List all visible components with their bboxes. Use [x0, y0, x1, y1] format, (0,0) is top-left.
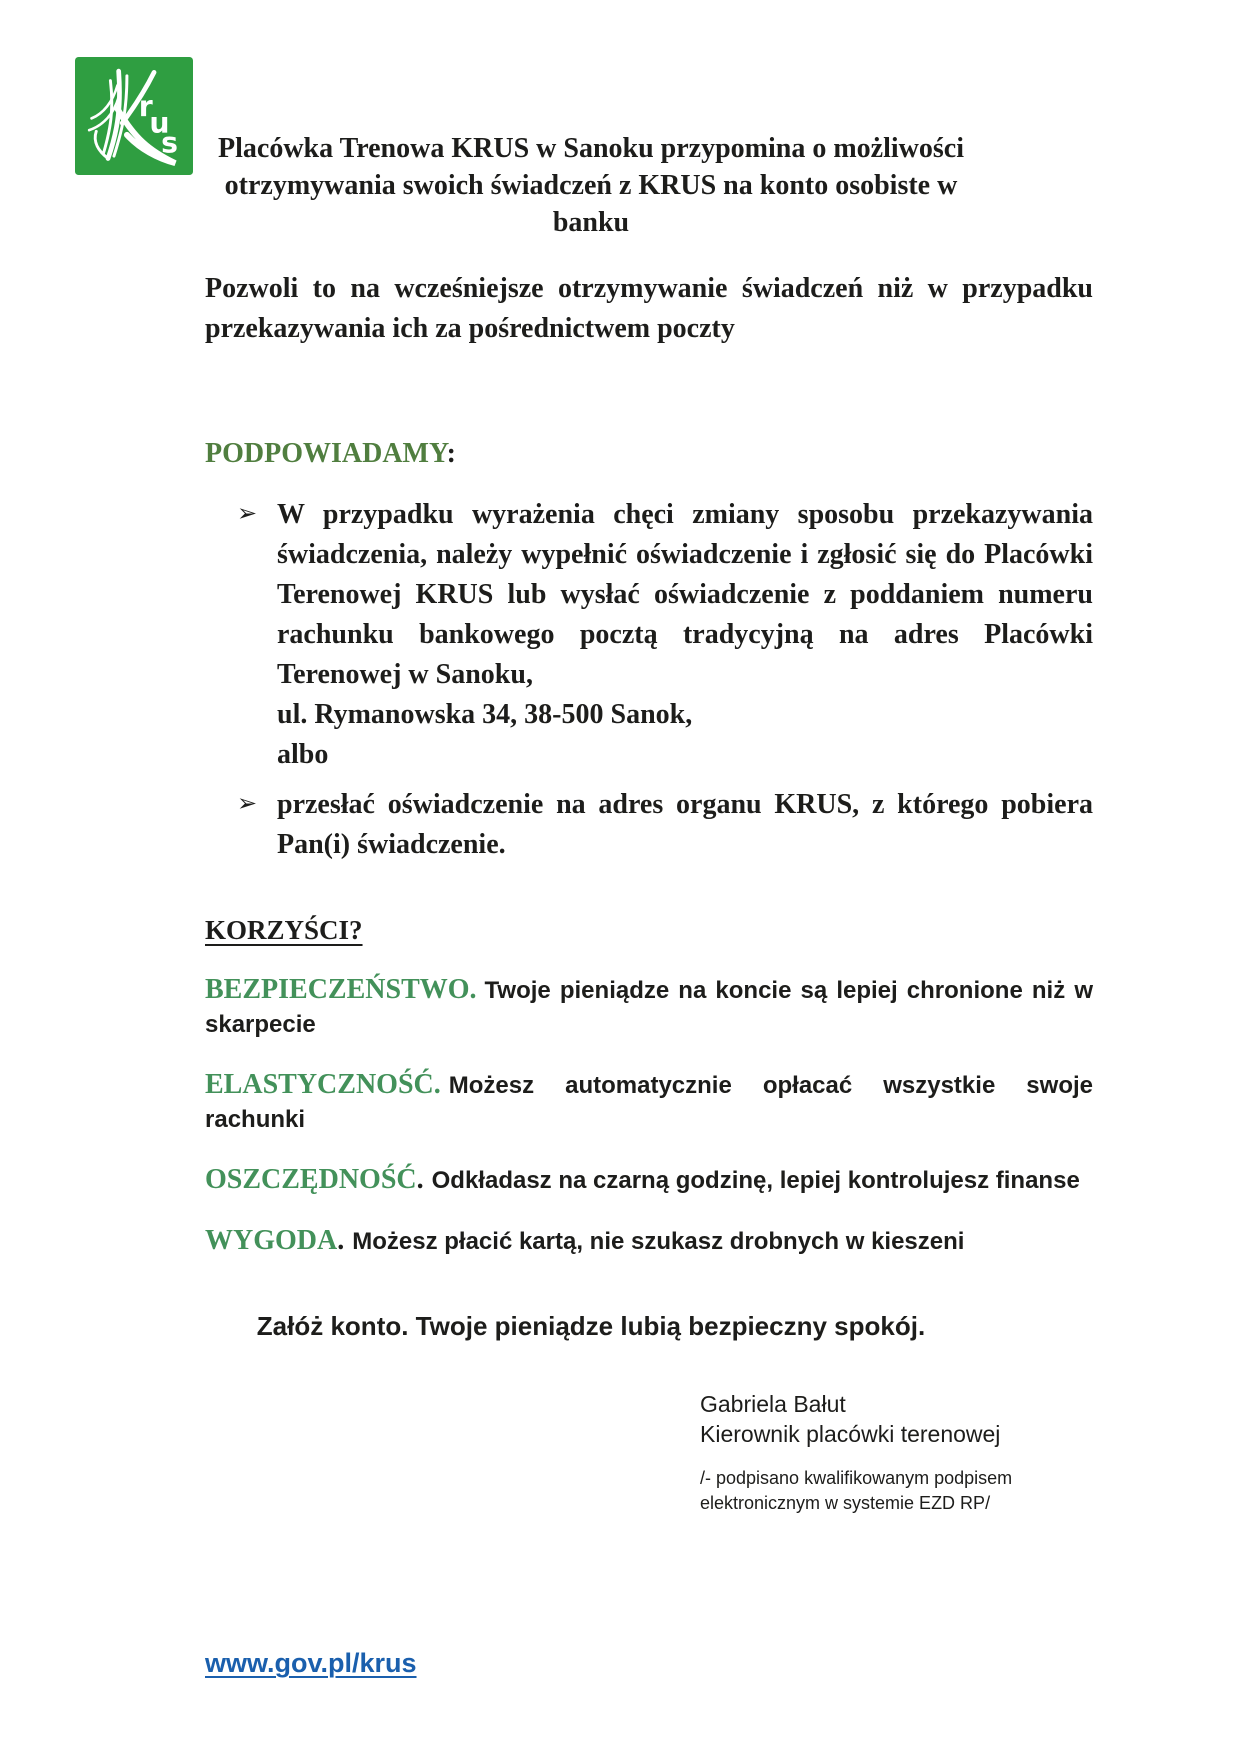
- benefit-keyword: OSZCZĘDNOŚĆ: [205, 1164, 417, 1195]
- suggestions-heading: [205, 437, 1093, 471]
- benefits-heading: KORZYŚCI?: [205, 915, 363, 945]
- benefit-row-security: [205, 973, 1093, 1042]
- list-item: [205, 495, 1093, 775]
- document-body: [205, 0, 1093, 1516]
- signature-note-line2: elektronicznym w systemie EZD RP/: [700, 1493, 991, 1513]
- benefit-text: Możesz płacić kartą, nie szukasz drobnych w kieszeni: [352, 1228, 965, 1255]
- arrow-bullet-icon: ➢: [237, 499, 258, 527]
- benefit-text: Odkładasz na czarną godzinę, lepiej kontrolujesz finanse: [431, 1167, 1080, 1194]
- benefit-row-savings: [205, 1163, 1093, 1198]
- signature-name: Gabriela Bałut: [700, 1391, 846, 1417]
- signature-note: [700, 1466, 1093, 1516]
- benefit-row-convenience: [205, 1224, 1093, 1259]
- cta-line: Załóż konto. Twoje pieniądze lubią bezpieczny spokój.: [256, 1311, 926, 1341]
- page-title: Placówka Trenowa KRUS w Sanoku przypomina o możliwości otrzymywania swoich świadczeń z KRUS na konto osobiste w banku: [218, 133, 964, 238]
- benefit-keyword: WYGODA: [205, 1225, 338, 1256]
- svg-text:r: r: [138, 90, 153, 123]
- bullet-text: przesłać oświadczenie na adres organu KRUS, z którego pobiera Pan(i) świadczenie.: [277, 789, 1093, 860]
- suggestions-heading-colon: :: [446, 438, 456, 469]
- benefit-keyword: BEZPIECZEŃSTWO.: [205, 974, 477, 1005]
- bullet-albo-line: albo: [277, 739, 329, 770]
- benefit-dot: .: [416, 1164, 424, 1195]
- suggestions-heading-label: PODPOWIADAMY: [205, 438, 447, 469]
- intro-paragraph: Pozwoli to na wcześniejsze otrzymywanie świadczeń niż w przypadku przekazywania ich za pośrednictwem poczty: [205, 273, 1093, 344]
- benefit-text: Twoje pieniądze na koncie są lepiej chronione niż w skarpecie: [205, 977, 1093, 1038]
- arrow-bullet-icon: ➢: [237, 789, 258, 817]
- krus-logo: [75, 57, 193, 175]
- benefit-row-flexibility: [205, 1068, 1093, 1137]
- bullet-list: [205, 495, 1093, 865]
- benefit-dot: .: [337, 1225, 345, 1256]
- signature-note-line1: /- podpisano kwalifikowanym podpisem: [700, 1468, 1013, 1488]
- krus-logo-icon: [75, 57, 193, 175]
- bullet-address-line: ul. Rymanowska 34, 38-500 Sanok,: [277, 699, 693, 730]
- footer: [205, 1648, 417, 1679]
- signature-role: Kierownik placówki terenowej: [700, 1421, 1001, 1447]
- signature-block: [700, 1389, 1093, 1516]
- list-item: [205, 785, 1093, 865]
- svg-text:s: s: [161, 126, 178, 160]
- benefit-text: Możesz automatycznie opłacać wszystkie swoje rachunki: [205, 1072, 1093, 1133]
- bullet-text: W przypadku wyrażenia chęci zmiany sposobu przekazywania świadczenia, należy wypełnić oświadczenie i zgłosić się do Placówki Terenowej KRUS lub wysłać oświadczenie z poddaniem numeru rachunku bankowego pocztą tradycyjną na adres Placówki Terenowej w Sanoku,: [277, 499, 1093, 690]
- gov-krus-link[interactable]: www.gov.pl/krus: [205, 1648, 417, 1678]
- svg-text:u: u: [149, 106, 170, 140]
- benefit-keyword: ELASTYCZNOŚĆ.: [205, 1069, 441, 1100]
